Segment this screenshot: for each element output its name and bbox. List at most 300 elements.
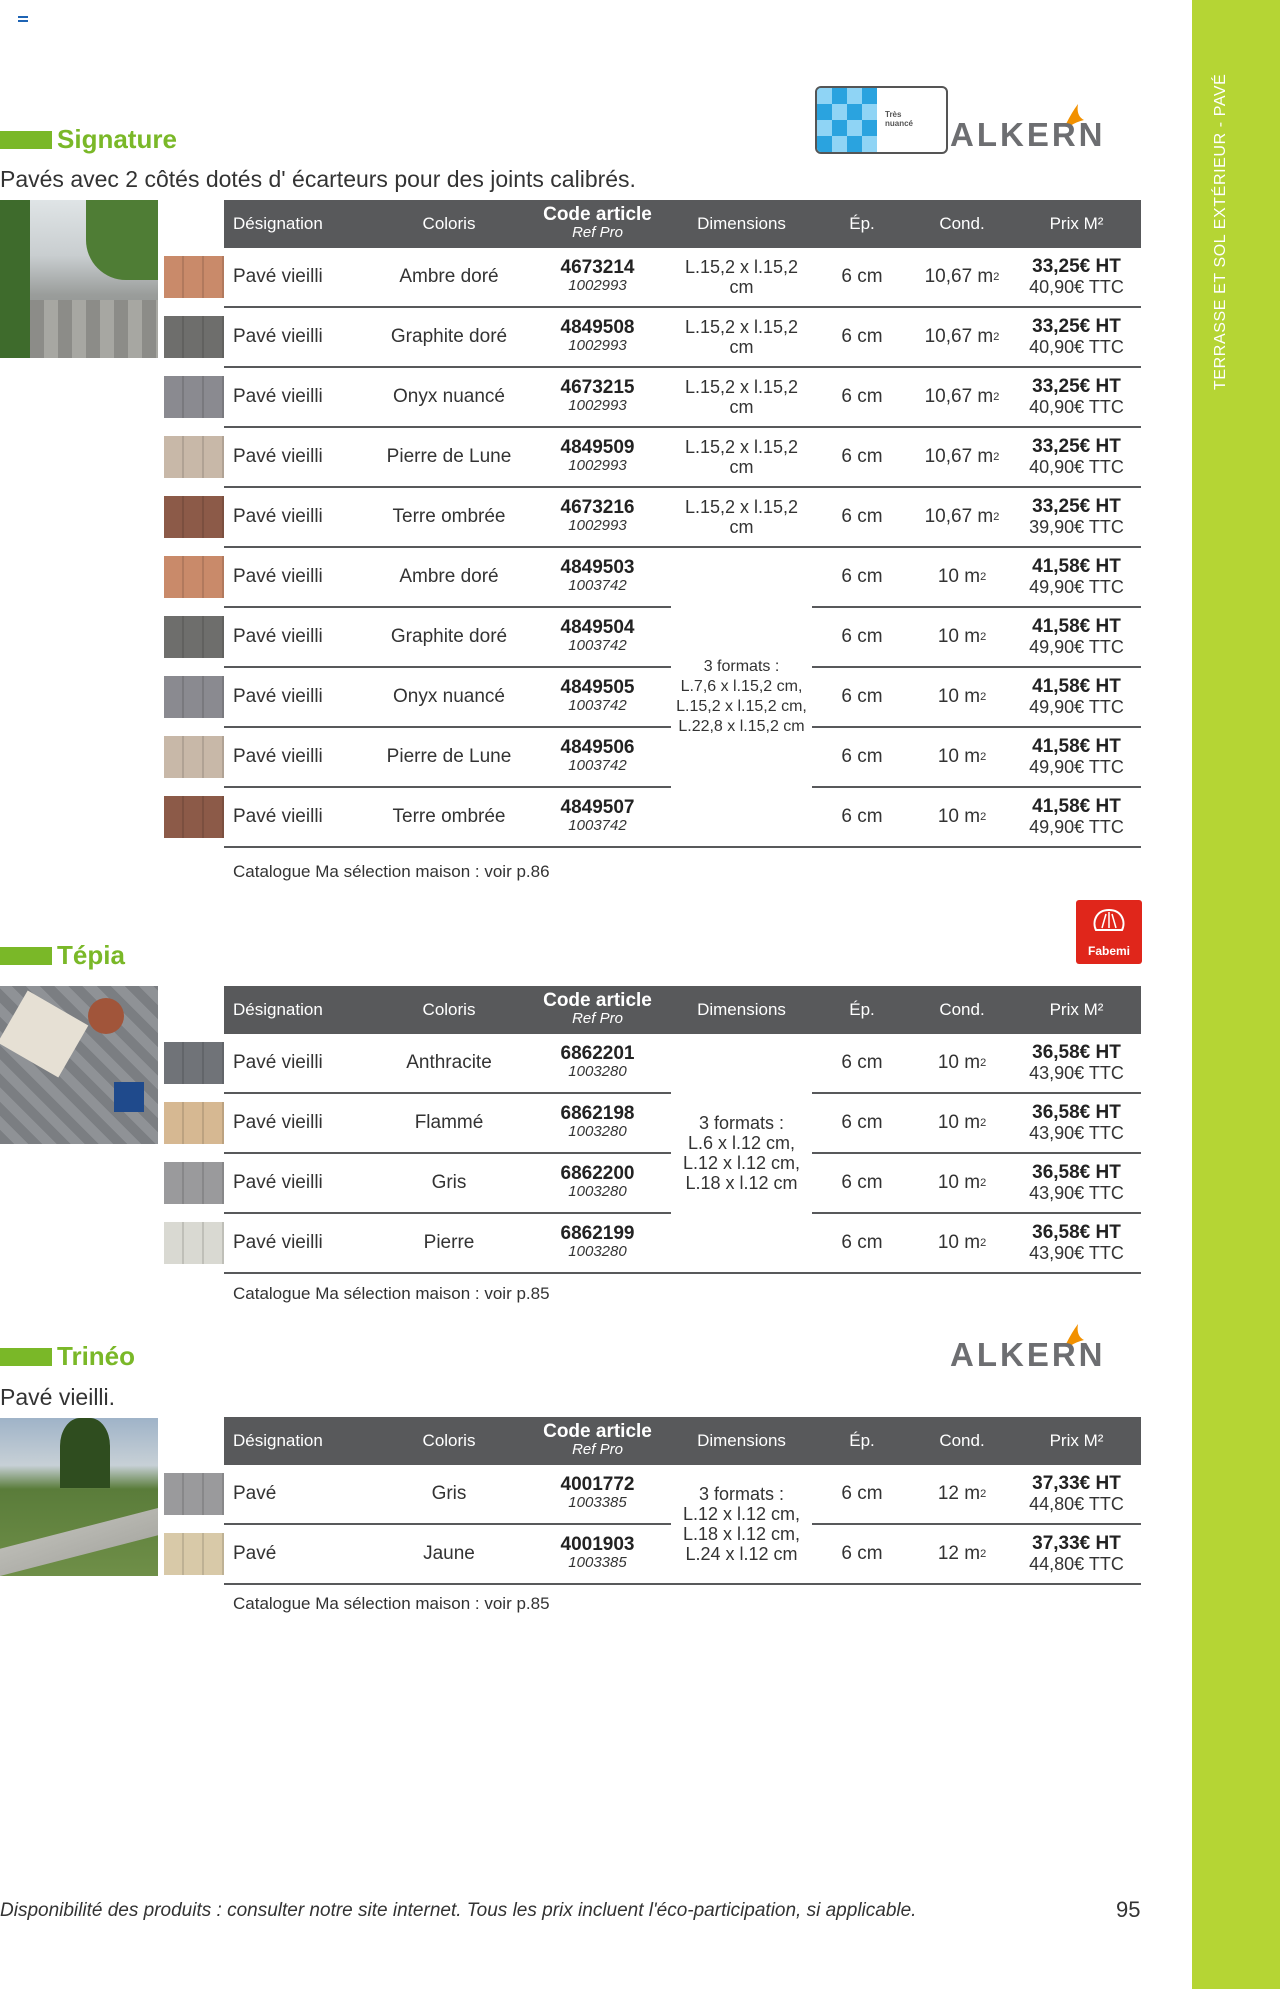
header-designation: Désignation xyxy=(233,1000,323,1019)
price-ttc: 43,90€ TTC xyxy=(1029,1243,1124,1263)
header-ep: Ép. xyxy=(849,1431,875,1450)
header-code-label: Code article xyxy=(543,204,652,225)
code-cell xyxy=(524,368,671,426)
dimensions-cell xyxy=(671,368,812,426)
price-cell xyxy=(1012,488,1141,546)
code-cell xyxy=(524,488,671,546)
article-code: 6862199 xyxy=(560,1223,635,1244)
price-cell xyxy=(1012,1154,1141,1212)
header-ep: Ép. xyxy=(849,1000,875,1019)
code-cell xyxy=(524,608,671,666)
header-dimensions: Dimensions xyxy=(697,1000,786,1019)
packaging-value: 12 m xyxy=(937,1543,981,1564)
price-ht: 33,25€ HT xyxy=(1032,496,1121,517)
unit-exponent: 2 xyxy=(980,1488,987,1500)
price-ht: 41,58€ HT xyxy=(1032,616,1121,637)
merged-dimensions-line: L.6 x l.12 cm, xyxy=(687,1133,796,1153)
price-ttc: 39,90€ TTC xyxy=(1029,517,1124,537)
header-code-label: Code article xyxy=(543,990,652,1011)
price-cell xyxy=(1012,428,1141,486)
code-cell xyxy=(524,788,671,846)
swatch-thumbnail xyxy=(164,676,224,718)
ref-pro: 1002993 xyxy=(568,337,627,354)
packaging-cell xyxy=(912,428,1012,486)
price-ttc: 49,90€ TTC xyxy=(1029,757,1124,777)
merged-dimensions-line: L.18 x l.12 cm, xyxy=(682,1524,801,1544)
price-ht: 36,58€ HT xyxy=(1032,1222,1121,1243)
packaging-cell xyxy=(912,248,1012,306)
thickness-cell: 6 cm xyxy=(841,806,883,827)
merged-dimensions-line: 3 formats : xyxy=(698,1113,785,1133)
price-ttc: 40,90€ TTC xyxy=(1029,397,1124,417)
unit-exponent: 2 xyxy=(980,691,987,703)
unit-exponent: 2 xyxy=(993,331,1000,343)
swatch-thumbnail xyxy=(164,1533,224,1575)
article-code: 4849503 xyxy=(560,557,635,578)
fabemi-shell-icon xyxy=(1076,904,1142,944)
thickness-cell: 6 cm xyxy=(841,1232,883,1253)
article-code: 4001772 xyxy=(560,1474,635,1495)
price-ttc: 49,90€ TTC xyxy=(1029,637,1124,657)
ref-pro: 1003385 xyxy=(568,1494,627,1511)
merged-dimensions-line: 3 formats : xyxy=(698,1484,785,1504)
fabemi-logo xyxy=(1076,900,1142,964)
ref-pro: 1003280 xyxy=(568,1063,627,1080)
ref-pro: 1003385 xyxy=(568,1554,627,1571)
packaging-cell xyxy=(912,668,1012,726)
ref-pro: 1003742 xyxy=(568,817,627,834)
alkern-wordmark: ALKERN xyxy=(950,116,1106,153)
page-number: 95 xyxy=(1116,1897,1141,1922)
swatch-thumbnail xyxy=(164,1222,224,1264)
header-code xyxy=(524,1417,671,1465)
merged-dimensions-line: 3 formats : xyxy=(703,658,780,675)
table-row xyxy=(224,428,1141,488)
swatch-thumbnail xyxy=(164,1473,224,1515)
merged-dimensions-cell xyxy=(671,1465,812,1583)
designation-cell: Pavé vieilli xyxy=(233,1232,323,1253)
row-divider xyxy=(224,846,1141,848)
code-cell xyxy=(524,1214,671,1272)
header-cond: Cond. xyxy=(939,214,985,233)
price-ht: 41,58€ HT xyxy=(1032,736,1121,757)
ref-pro: 1003280 xyxy=(568,1243,627,1260)
unit-exponent: 2 xyxy=(980,1057,987,1069)
swatch-thumbnail xyxy=(164,556,224,598)
header-coloris: Coloris xyxy=(422,1000,476,1019)
coloris-cell: Gris xyxy=(431,1172,467,1193)
header-ep: Ép. xyxy=(849,214,875,233)
ref-pro: 1003280 xyxy=(568,1183,627,1200)
designation-cell: Pavé vieilli xyxy=(233,446,323,467)
thickness-cell: 6 cm xyxy=(841,506,883,527)
row-divider xyxy=(224,1583,1141,1585)
header-designation: Désignation xyxy=(233,1431,323,1450)
header-cond: Cond. xyxy=(939,1000,985,1019)
unit-exponent: 2 xyxy=(980,751,987,763)
price-ttc: 43,90€ TTC xyxy=(1029,1183,1124,1203)
header-dimensions: Dimensions xyxy=(697,1431,786,1450)
price-cell xyxy=(1012,788,1141,846)
thickness-cell: 6 cm xyxy=(841,1172,883,1193)
side-label: TERRASSE ET SOL EXTÉRIEUR - PAVÉ xyxy=(1212,73,1229,390)
unit-exponent: 2 xyxy=(980,811,987,823)
thickness-cell: 6 cm xyxy=(841,386,883,407)
packaging-cell xyxy=(912,548,1012,606)
table-header xyxy=(224,200,1141,248)
dimensions-line: L.15,2 x l.15,2 xyxy=(684,437,799,457)
header-prix: Prix M² xyxy=(1049,1431,1104,1450)
packaging-cell xyxy=(912,1465,1012,1523)
thickness-cell: 6 cm xyxy=(841,446,883,467)
trineo-catalogue-note[interactable]: Catalogue Ma sélection maison : voir p.85 xyxy=(233,1594,550,1613)
merged-dimensions-line: L.18 x l.12 cm xyxy=(685,1173,798,1193)
price-cell xyxy=(1012,1094,1141,1152)
coloris-cell: Terre ombrée xyxy=(392,506,506,527)
alkern-logo-2 xyxy=(950,1322,1142,1372)
coloris-cell: Pierre de Lune xyxy=(386,746,512,767)
packaging-value: 10 m xyxy=(937,1112,981,1133)
designation-cell: Pavé vieilli xyxy=(233,266,323,287)
price-ht: 36,58€ HT xyxy=(1032,1102,1121,1123)
unit-exponent: 2 xyxy=(993,451,1000,463)
code-cell xyxy=(524,248,671,306)
dimensions-cell xyxy=(671,308,812,366)
packaging-cell xyxy=(912,368,1012,426)
price-ttc: 40,90€ TTC xyxy=(1029,457,1124,477)
row-divider xyxy=(224,1272,1141,1274)
code-cell xyxy=(524,1525,671,1583)
header-dimensions: Dimensions xyxy=(697,214,786,233)
thickness-cell: 6 cm xyxy=(841,1543,883,1564)
price-ttc: 49,90€ TTC xyxy=(1029,697,1124,717)
badge-line1: Très xyxy=(885,110,902,119)
side-band xyxy=(1192,0,1280,1989)
price-cell xyxy=(1012,728,1141,786)
header-designation: Désignation xyxy=(233,214,323,233)
price-cell xyxy=(1012,368,1141,426)
dimensions-line: L.15,2 x l.15,2 xyxy=(684,497,799,517)
price-cell xyxy=(1012,1034,1141,1092)
dimensions-line: L.15,2 x l.15,2 xyxy=(684,377,799,397)
price-ttc: 49,90€ TTC xyxy=(1029,577,1124,597)
tres-nuance-badge xyxy=(815,86,948,154)
dimensions-unit: cm xyxy=(729,397,754,417)
coloris-cell: Graphite doré xyxy=(390,626,508,647)
dimensions-cell xyxy=(671,248,812,306)
swatch-thumbnail xyxy=(164,316,224,358)
coloris-cell: Graphite doré xyxy=(390,326,508,347)
menu-icon[interactable] xyxy=(18,16,28,24)
coloris-cell: Pierre de Lune xyxy=(386,446,512,467)
price-cell xyxy=(1012,548,1141,606)
merged-dimensions-cell xyxy=(671,548,812,846)
thickness-cell: 6 cm xyxy=(841,686,883,707)
packaging-value: 10 m xyxy=(937,626,981,647)
price-ht: 41,58€ HT xyxy=(1032,556,1121,577)
price-ht: 33,25€ HT xyxy=(1032,376,1121,397)
article-code: 4001903 xyxy=(560,1534,635,1555)
designation-cell: Pavé vieilli xyxy=(233,386,323,407)
code-cell xyxy=(524,1034,671,1092)
code-cell xyxy=(524,1465,671,1523)
price-cell xyxy=(1012,308,1141,366)
dimensions-unit: cm xyxy=(729,457,754,477)
price-ttc: 49,90€ TTC xyxy=(1029,817,1124,837)
header-code xyxy=(524,986,671,1034)
section-marker xyxy=(0,131,52,149)
header-coloris: Coloris xyxy=(422,1431,476,1450)
table-row xyxy=(224,308,1141,368)
price-ttc: 44,80€ TTC xyxy=(1029,1494,1124,1514)
code-cell xyxy=(524,428,671,486)
packaging-cell xyxy=(912,1094,1012,1152)
coloris-cell: Jaune xyxy=(423,1543,475,1564)
ref-pro: 1002993 xyxy=(568,457,627,474)
coloris-cell: Ambre doré xyxy=(399,266,499,287)
packaging-value: 10,67 m xyxy=(924,326,994,347)
section-title-signature: Signature xyxy=(57,124,177,154)
header-prix: Prix M² xyxy=(1049,1000,1104,1019)
header-ref-label: Ref Pro xyxy=(572,1441,623,1458)
price-ht: 37,33€ HT xyxy=(1032,1533,1121,1554)
table-row xyxy=(224,248,1141,308)
swatch-thumbnail xyxy=(164,796,224,838)
header-coloris: Coloris xyxy=(422,214,476,233)
price-ht: 33,25€ HT xyxy=(1032,256,1121,277)
coloris-cell: Anthracite xyxy=(406,1052,492,1073)
code-cell xyxy=(524,308,671,366)
price-cell xyxy=(1012,1214,1141,1272)
section-title-tepia: Tépia xyxy=(57,940,125,970)
header-ref-label: Ref Pro xyxy=(572,1010,623,1027)
ref-pro: 1002993 xyxy=(568,277,627,294)
price-cell xyxy=(1012,1525,1141,1583)
trineo-table xyxy=(224,1417,1141,1585)
packaging-cell xyxy=(912,488,1012,546)
code-cell xyxy=(524,668,671,726)
article-code: 4849506 xyxy=(560,737,635,758)
packaging-cell xyxy=(912,728,1012,786)
packaging-value: 12 m xyxy=(937,1483,981,1504)
code-cell xyxy=(524,1154,671,1212)
code-cell xyxy=(524,548,671,606)
unit-exponent: 2 xyxy=(980,1117,987,1129)
coloris-cell: Onyx nuancé xyxy=(393,686,505,707)
unit-exponent: 2 xyxy=(980,571,987,583)
badge-line2: nuancé xyxy=(885,119,914,128)
thickness-cell: 6 cm xyxy=(841,266,883,287)
packaging-value: 10,67 m xyxy=(924,506,994,527)
swatch-thumbnail xyxy=(164,256,224,298)
coloris-cell: Ambre doré xyxy=(399,566,499,587)
ref-pro: 1002993 xyxy=(568,397,627,414)
swatch-thumbnail xyxy=(164,496,224,538)
swatch-thumbnail xyxy=(164,1102,224,1144)
table-row xyxy=(224,368,1141,428)
dimensions-cell xyxy=(671,428,812,486)
signature-table xyxy=(224,200,1141,848)
article-code: 4673215 xyxy=(560,377,635,398)
article-code: 4673214 xyxy=(560,257,635,278)
article-code: 4849509 xyxy=(560,437,635,458)
packaging-cell xyxy=(912,1214,1012,1272)
swatch-thumbnail xyxy=(164,1042,224,1084)
designation-cell: Pavé vieilli xyxy=(233,1172,323,1193)
packaging-value: 10 m xyxy=(937,566,981,587)
designation-cell: Pavé vieilli xyxy=(233,626,323,647)
fabemi-wordmark: Fabemi xyxy=(1087,944,1130,958)
packaging-cell xyxy=(912,1154,1012,1212)
price-cell xyxy=(1012,1465,1141,1523)
price-ht: 41,58€ HT xyxy=(1032,676,1121,697)
designation-cell: Pavé vieilli xyxy=(233,566,323,587)
price-cell xyxy=(1012,608,1141,666)
packaging-cell xyxy=(912,1034,1012,1092)
coloris-cell: Pierre xyxy=(423,1232,475,1253)
ref-pro: 1003742 xyxy=(568,697,627,714)
thickness-cell: 6 cm xyxy=(841,1483,883,1504)
designation-cell: Pavé vieilli xyxy=(233,686,323,707)
swatch-thumbnail xyxy=(164,436,224,478)
article-code: 6862200 xyxy=(560,1163,635,1184)
packaging-value: 10 m xyxy=(937,1172,981,1193)
ref-pro: 1003280 xyxy=(568,1123,627,1140)
alkern-wordmark: ALKERN xyxy=(950,1336,1106,1373)
article-code: 4849504 xyxy=(560,617,635,638)
header-cond: Cond. xyxy=(939,1431,985,1450)
article-code: 4849505 xyxy=(560,677,635,698)
section-marker xyxy=(0,947,52,965)
packaging-value: 10,67 m xyxy=(924,446,994,467)
dimensions-line: L.15,2 x l.15,2 xyxy=(684,317,799,337)
article-code: 4849508 xyxy=(560,317,635,338)
signature-photo xyxy=(0,200,158,358)
color-grid-icon xyxy=(817,88,877,152)
unit-exponent: 2 xyxy=(993,391,1000,403)
packaging-value: 10 m xyxy=(937,1232,981,1253)
dimensions-cell xyxy=(671,488,812,546)
section-marker xyxy=(0,1348,52,1366)
thickness-cell: 6 cm xyxy=(841,326,883,347)
price-ttc: 43,90€ TTC xyxy=(1029,1123,1124,1143)
packaging-value: 10 m xyxy=(937,746,981,767)
ref-pro: 1002993 xyxy=(568,517,627,534)
unit-exponent: 2 xyxy=(980,1548,987,1560)
thickness-cell: 6 cm xyxy=(841,626,883,647)
ref-pro: 1003742 xyxy=(568,577,627,594)
packaging-value: 10,67 m xyxy=(924,386,994,407)
coloris-cell: Onyx nuancé xyxy=(393,386,505,407)
header-code-label: Code article xyxy=(543,1421,652,1442)
price-ht: 37,33€ HT xyxy=(1032,1473,1121,1494)
dimensions-line: L.15,2 x l.15,2 xyxy=(684,257,799,277)
packaging-cell xyxy=(912,308,1012,366)
price-ht: 41,58€ HT xyxy=(1032,796,1121,817)
ref-pro: 1003742 xyxy=(568,757,627,774)
price-cell xyxy=(1012,668,1141,726)
packaging-cell xyxy=(912,788,1012,846)
article-code: 4673216 xyxy=(560,497,635,518)
code-cell xyxy=(524,1094,671,1152)
coloris-cell: Flammé xyxy=(414,1112,484,1133)
packaging-value: 10 m xyxy=(937,1052,981,1073)
dimensions-unit: cm xyxy=(729,337,754,357)
price-cell xyxy=(1012,248,1141,306)
header-code xyxy=(524,200,671,248)
merged-dimensions-line: L.15,2 x l.15,2 cm, xyxy=(676,698,807,715)
coloris-cell: Gris xyxy=(431,1483,467,1504)
swatch-thumbnail xyxy=(164,1162,224,1204)
thickness-cell: 6 cm xyxy=(841,566,883,587)
designation-cell: Pavé vieilli xyxy=(233,746,323,767)
coloris-cell: Terre ombrée xyxy=(392,806,506,827)
table-header xyxy=(224,986,1141,1034)
article-code: 4849507 xyxy=(560,797,635,818)
unit-exponent: 2 xyxy=(993,271,1000,283)
price-ht: 36,58€ HT xyxy=(1032,1042,1121,1063)
ref-pro: 1003742 xyxy=(568,637,627,654)
merged-dimensions-line: L.12 x l.12 cm, xyxy=(682,1504,801,1524)
header-prix: Prix M² xyxy=(1049,214,1104,233)
price-ttc: 40,90€ TTC xyxy=(1029,337,1124,357)
thickness-cell: 6 cm xyxy=(841,1112,883,1133)
price-ht: 33,25€ HT xyxy=(1032,316,1121,337)
trineo-photo xyxy=(0,1418,158,1576)
section-subtitle-trineo: Pavé vieilli. xyxy=(0,1384,116,1410)
merged-dimensions-line: L.7,6 x l.15,2 cm, xyxy=(680,678,803,695)
header-ref-label: Ref Pro xyxy=(572,224,623,241)
designation-cell: Pavé xyxy=(233,1483,277,1504)
signature-catalogue-note[interactable]: Catalogue Ma sélection maison : voir p.86 xyxy=(233,862,550,881)
swatch-thumbnail xyxy=(164,736,224,778)
designation-cell: Pavé vieilli xyxy=(233,1052,323,1073)
price-ttc: 44,80€ TTC xyxy=(1029,1554,1124,1574)
unit-exponent: 2 xyxy=(980,1177,987,1189)
unit-exponent: 2 xyxy=(980,1237,987,1249)
merged-dimensions-line: L.12 x l.12 cm, xyxy=(682,1153,801,1173)
tepia-photo xyxy=(0,986,158,1144)
section-title-trineo: Trinéo xyxy=(57,1341,136,1371)
dimensions-unit: cm xyxy=(729,277,754,297)
table-header xyxy=(224,1417,1141,1465)
swatch-thumbnail xyxy=(164,616,224,658)
price-ht: 36,58€ HT xyxy=(1032,1162,1121,1183)
swatch-thumbnail xyxy=(164,376,224,418)
designation-cell: Pavé vieilli xyxy=(233,806,323,827)
article-code: 6862198 xyxy=(560,1103,635,1124)
section-subtitle-signature: Pavés avec 2 côtés dotés d' écarteurs pour des joints calibrés. xyxy=(0,166,636,192)
merged-dimensions-cell xyxy=(671,1034,812,1272)
table-row xyxy=(224,488,1141,548)
thickness-cell: 6 cm xyxy=(841,746,883,767)
merged-dimensions-line: L.22,8 x l.15,2 cm xyxy=(678,718,805,735)
designation-cell: Pavé vieilli xyxy=(233,506,323,527)
article-code: 6862201 xyxy=(560,1043,635,1064)
unit-exponent: 2 xyxy=(980,631,987,643)
thickness-cell: 6 cm xyxy=(841,1052,883,1073)
code-cell xyxy=(524,728,671,786)
designation-cell: Pavé xyxy=(233,1543,277,1564)
tepia-table xyxy=(224,986,1141,1274)
footer-note: Disponibilité des produits : consulter notre site internet. Tous les prix incluent l'éco-participation, si applicable. xyxy=(0,1900,917,1921)
alkern-logo xyxy=(950,102,1142,152)
tepia-catalogue-note[interactable]: Catalogue Ma sélection maison : voir p.85 xyxy=(233,1284,550,1303)
price-ttc: 40,90€ TTC xyxy=(1029,277,1124,297)
price-ttc: 43,90€ TTC xyxy=(1029,1063,1124,1083)
designation-cell: Pavé vieilli xyxy=(233,326,323,347)
merged-dimensions-line: L.24 x l.12 cm xyxy=(685,1544,798,1564)
